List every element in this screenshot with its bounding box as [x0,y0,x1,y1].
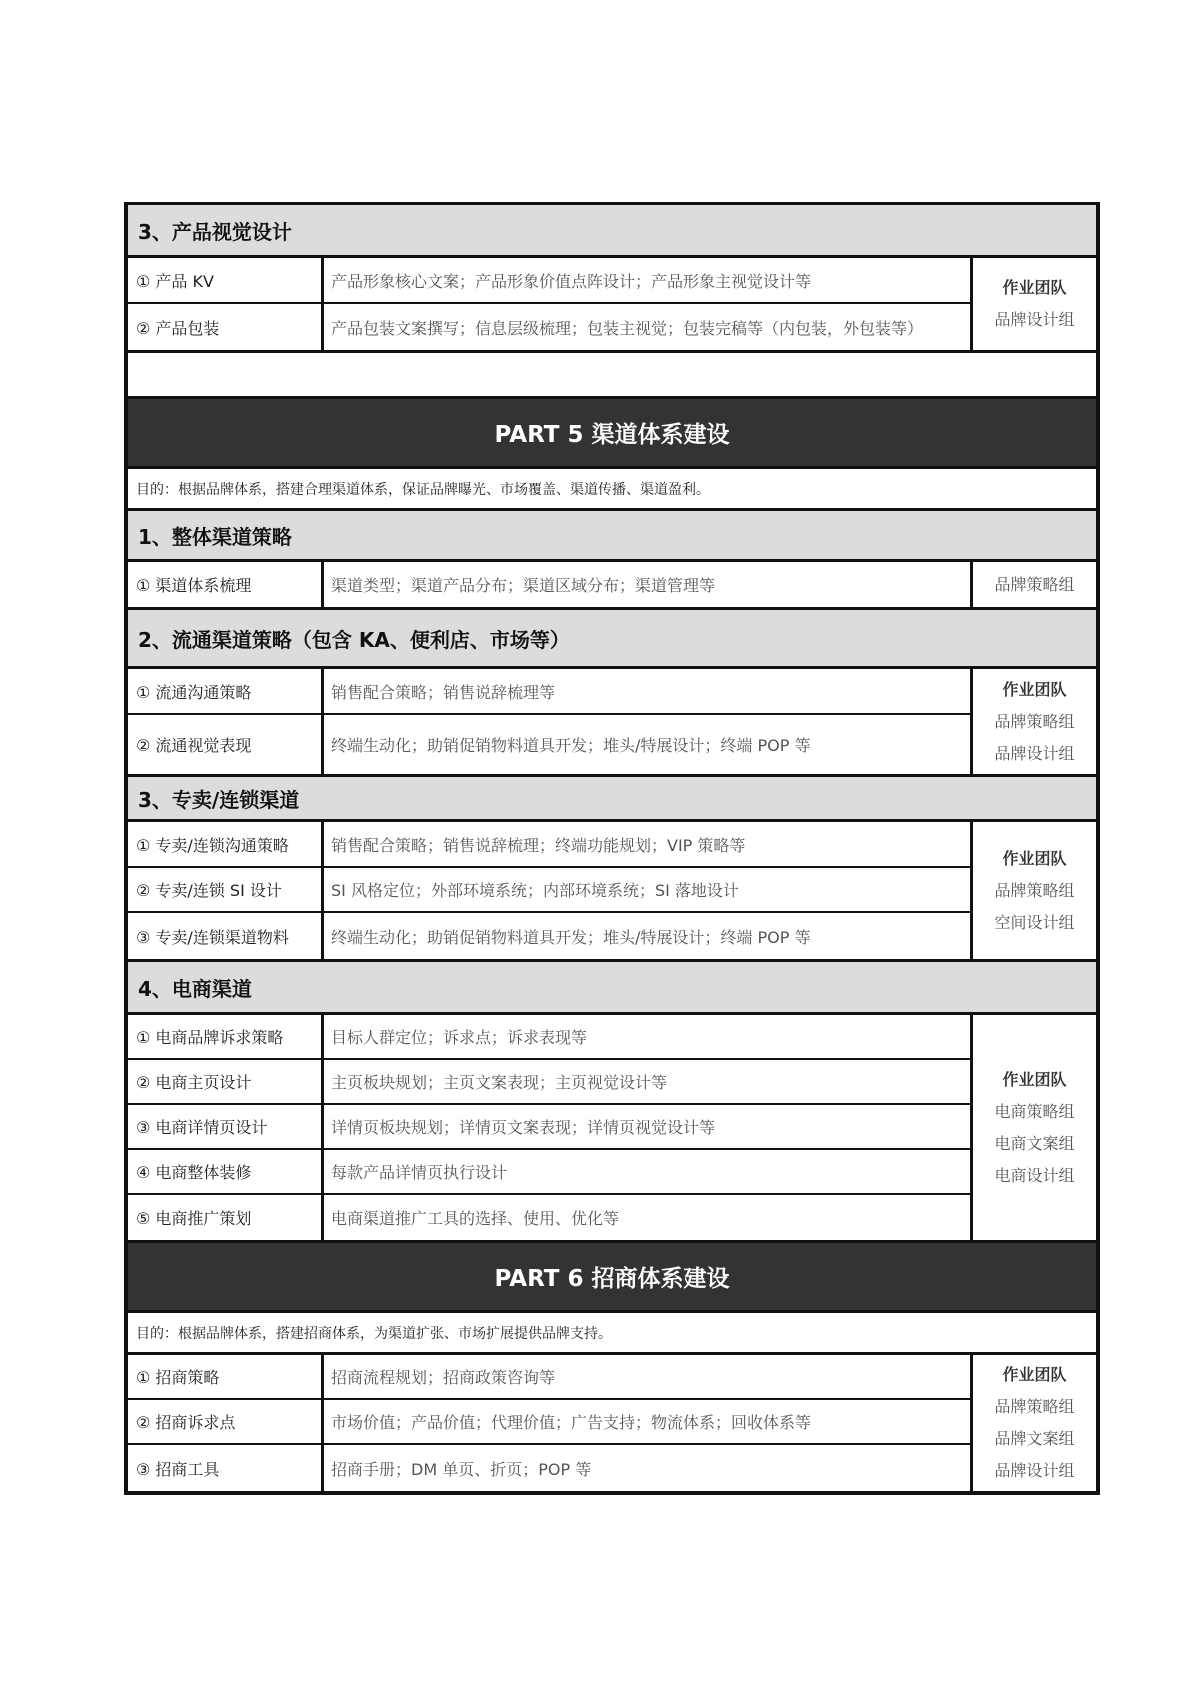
service-item [128,913,970,959]
team-cell [970,258,1096,350]
service-item-description: 主页板块规划；主页文案表现；主页视觉设计等 [331,1073,668,1092]
service-item-description: 终端生动化；助销促销物料道具开发；堆头/特展设计；终端 POP 等 [331,736,811,755]
service-item-description: 产品包装文案撰写；信息层级梳理；包装主视觉；包装完稿等（内包装，外包装等） [331,318,924,338]
service-table [124,202,1100,1495]
service-item-description: 电商渠道推广工具的选择、使用、优化等 [331,1209,620,1228]
section-header [128,511,1096,562]
service-item-description: 销售配合策略；销售说辞梳理等 [331,682,556,702]
service-item-description: 销售配合策略；销售说辞梳理；终端功能规划；VIP 策略等 [331,835,746,855]
service-item-description: 目标人群定位；诉求点；诉求表现等 [331,1028,588,1047]
service-item [128,715,970,774]
team-member: 品牌设计组 [994,1461,1075,1480]
service-item [128,1105,970,1150]
service-item [128,868,970,913]
blank-row [128,353,1096,399]
service-item-label: ② 电商主页设计 [128,1060,324,1103]
team-title: 作业团队 [1002,679,1067,699]
team-title: 作业团队 [1002,1069,1067,1089]
service-item [128,1195,970,1240]
team-member: 品牌策略组 [994,880,1075,900]
team-title: 作业团队 [1002,278,1067,297]
team-member: 品牌设计组 [994,743,1075,763]
team-member: 品牌设计组 [994,310,1075,329]
team-member: 品牌策略组 [994,711,1075,731]
service-item [128,304,970,350]
service-item-label: ② 流通视觉表现 [128,715,324,774]
service-group [128,669,1096,777]
service-item-label: ⑤ 电商推广策划 [128,1195,324,1240]
section-header [128,610,1096,669]
section-header [128,205,1096,258]
service-group [128,258,1096,353]
service-item-label: ③ 电商详情页设计 [128,1105,324,1148]
purpose-row [128,469,1096,511]
section-header [128,777,1096,822]
team-cell [970,822,1096,959]
service-item [128,1060,970,1105]
service-group [128,1015,1096,1243]
service-item [128,1150,970,1195]
service-item [128,1015,970,1060]
part-title: PART 5 渠道体系建设 [494,422,730,448]
section-title: 4、电商渠道 [138,976,252,1001]
service-item [128,669,970,715]
service-item [128,822,970,868]
part-title: PART 6 招商体系建设 [494,1266,730,1292]
team-cell [970,562,1096,607]
service-item-label: ① 产品 KV [128,258,324,302]
team-member: 电商文案组 [994,1133,1075,1153]
service-item-label: ② 专卖/连锁 SI 设计 [128,868,324,911]
service-item-description: 终端生动化；助销促销物料道具开发；堆头/特展设计；终端 POP 等 [331,927,811,947]
team-cell [970,669,1096,774]
purpose-text: 目的：根据品牌体系，搭建合理渠道体系，保证品牌曝光、市场覆盖、渠道传播、渠道盈利。 [136,481,710,498]
section-header [128,962,1096,1015]
service-items [128,1015,970,1240]
section-title: 3、产品视觉设计 [138,219,292,244]
service-item-label: ① 招商策略 [128,1355,324,1398]
team-title: 作业团队 [1002,1365,1067,1384]
team-member: 品牌策略组 [994,574,1075,594]
service-item-description: 招商流程规划；招商政策咨询等 [331,1368,556,1387]
service-item-label: ② 产品包装 [128,304,324,350]
team-cell [970,1355,1096,1491]
team-member: 空间设计组 [994,912,1075,932]
service-item-description: 产品形象核心文案；产品形象价值点阵设计；产品形象主视觉设计等 [331,271,812,291]
part-header [128,1243,1096,1313]
team-title: 作业团队 [1002,848,1067,868]
service-items [128,1355,970,1491]
service-item-label: ④ 电商整体装修 [128,1150,324,1193]
service-group [128,1355,1096,1491]
service-items [128,258,970,350]
service-item [128,258,970,304]
service-item-description: SI 风格定位；外部环境系统；内部环境系统；SI 落地设计 [331,881,739,900]
service-item-label: ① 专卖/连锁沟通策略 [128,822,324,866]
service-item [128,562,970,607]
team-member: 电商策略组 [994,1101,1075,1121]
purpose-row [128,1313,1096,1355]
service-items [128,822,970,959]
service-items [128,669,970,774]
section-title: 2、流通渠道策略（包含 KA、便利店、市场等） [138,627,570,652]
part-header [128,399,1096,469]
service-item-description: 渠道类型；渠道产品分布；渠道区域分布；渠道管理等 [331,576,716,595]
service-item-description: 市场价值；产品价值；代理价值；广告支持；物流体系；回收体系等 [331,1413,812,1432]
team-member: 品牌策略组 [994,1397,1075,1416]
team-member: 品牌文案组 [994,1429,1075,1448]
purpose-text: 目的：根据品牌体系，搭建招商体系，为渠道扩张、市场扩展提供品牌支持。 [136,1325,612,1342]
service-item-description: 详情页板块规划；详情页文案表现；详情页视觉设计等 [331,1118,716,1137]
service-item-label: ③ 专卖/连锁渠道物料 [128,913,324,959]
service-item-label: ② 招商诉求点 [128,1400,324,1443]
service-item-label: ① 电商品牌诉求策略 [128,1015,324,1058]
service-item-description: 招商手册；DM 单页、折页；POP 等 [331,1459,592,1479]
service-item [128,1400,970,1445]
service-items [128,562,970,607]
service-item-description: 每款产品详情页执行设计 [331,1163,508,1182]
service-item-label: ③ 招商工具 [128,1445,324,1491]
service-item [128,1355,970,1400]
service-group [128,822,1096,962]
service-item-label: ① 渠道体系梳理 [128,562,324,607]
section-title: 1、整体渠道策略 [138,524,292,549]
service-item [128,1445,970,1491]
section-title: 3、专卖/连锁渠道 [138,787,300,812]
service-group [128,562,1096,610]
service-item-label: ① 流通沟通策略 [128,669,324,713]
team-cell [970,1015,1096,1240]
team-member: 电商设计组 [994,1165,1075,1185]
